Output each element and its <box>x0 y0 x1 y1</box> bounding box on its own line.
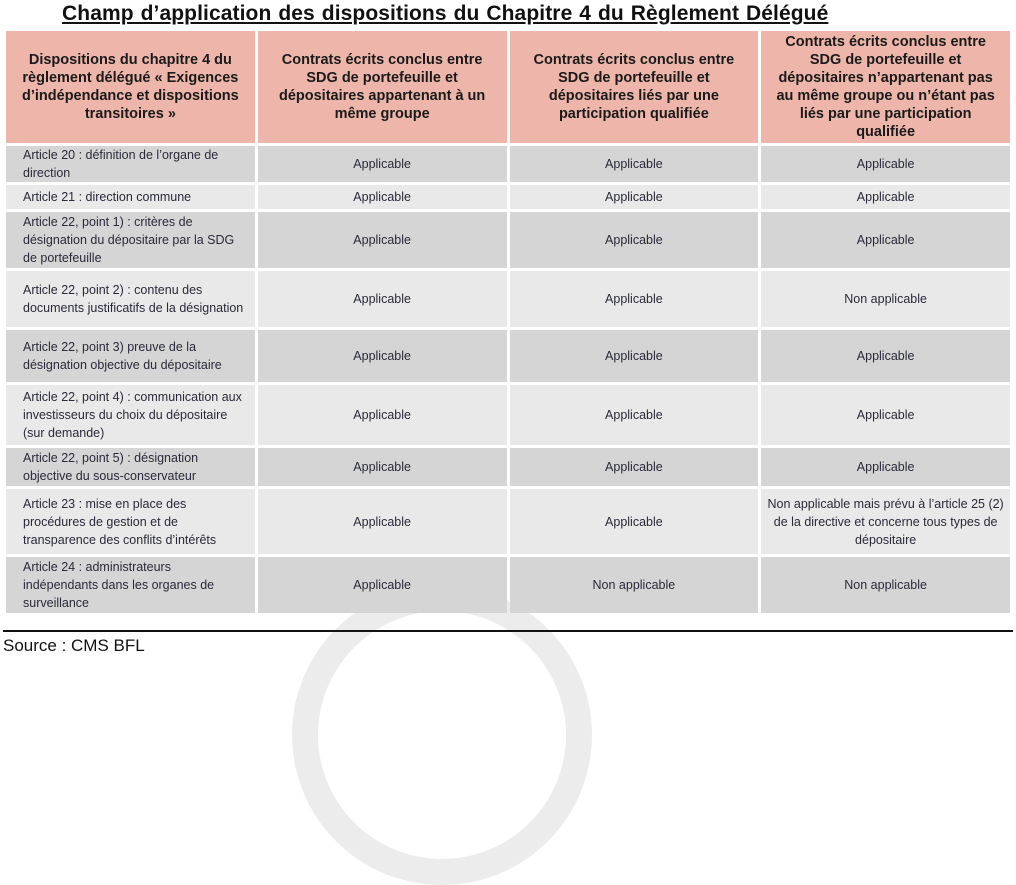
table-row <box>6 185 1010 209</box>
value-cell: Applicable <box>761 146 1010 182</box>
value-cell: Applicable <box>510 330 759 382</box>
header-unrelated: Contrats écrits conclus entre SDG de portefeuille et dépositaires n’appartenant pas au même groupe ou n’étant pas liés par une participation qualifiée <box>761 31 1010 143</box>
article-cell: Article 20 : définition de l’organe de direction <box>6 146 255 182</box>
disposition-table <box>3 28 1013 616</box>
table-row <box>6 557 1010 613</box>
table-row <box>6 489 1010 554</box>
value-cell: Non applicable mais prévu à l’article 25 (2) de la directive et concerne tous types de dépositaire <box>761 489 1010 554</box>
value-cell: Applicable <box>258 146 507 182</box>
value-cell: Non applicable <box>761 271 1010 327</box>
table-row <box>6 146 1010 182</box>
article-cell: Article 24 : administrateurs indépendants dans les organes de surveillance <box>6 557 255 613</box>
page-title: Champ d’application des dispositions du Chapitre 4 du Règlement Délégué <box>62 2 829 25</box>
source-divider <box>3 630 1013 632</box>
value-cell: Applicable <box>761 330 1010 382</box>
value-cell: Applicable <box>510 212 759 268</box>
value-cell: Applicable <box>510 385 759 445</box>
article-cell: Article 22, point 4) : communication aux investisseurs du choix du dépositaire (sur demande) <box>6 385 255 445</box>
article-cell: Article 22, point 2) : contenu des documents justificatifs de la désignation <box>6 271 255 327</box>
value-cell: Applicable <box>761 448 1010 486</box>
value-cell: Applicable <box>510 271 759 327</box>
value-cell: Applicable <box>761 212 1010 268</box>
value-cell: Applicable <box>258 271 507 327</box>
value-cell: Applicable <box>258 489 507 554</box>
value-cell: Applicable <box>258 212 507 268</box>
value-cell: Applicable <box>258 185 507 209</box>
table-row <box>6 385 1010 445</box>
article-cell: Article 22, point 3) preuve de la désignation objective du dépositaire <box>6 330 255 382</box>
article-cell: Article 21 : direction commune <box>6 185 255 209</box>
header-dispositions: Dispositions du chapitre 4 du règlement délégué « Exigences d’indépendance et dispositions transitoires » <box>6 31 255 143</box>
value-cell: Applicable <box>258 330 507 382</box>
header-qualified-participation: Contrats écrits conclus entre SDG de portefeuille et dépositaires liés par une participation qualifiée <box>510 31 759 143</box>
value-cell: Applicable <box>258 448 507 486</box>
value-cell: Applicable <box>510 146 759 182</box>
article-cell: Article 22, point 5) : désignation objective du sous-conservateur <box>6 448 255 486</box>
disposition-table-container <box>3 28 1013 616</box>
table-row <box>6 448 1010 486</box>
value-cell: Non applicable <box>761 557 1010 613</box>
article-cell: Article 23 : mise en place des procédures de gestion et de transparence des conflits d’intérêts <box>6 489 255 554</box>
value-cell: Applicable <box>510 489 759 554</box>
value-cell: Non applicable <box>510 557 759 613</box>
value-cell: Applicable <box>258 385 507 445</box>
table-row <box>6 330 1010 382</box>
header-same-group: Contrats écrits conclus entre SDG de portefeuille et dépositaires appartenant à un même groupe <box>258 31 507 143</box>
value-cell: Applicable <box>761 385 1010 445</box>
value-cell: Applicable <box>510 448 759 486</box>
source-label: Source : CMS BFL <box>3 636 145 655</box>
table-row <box>6 212 1010 268</box>
value-cell: Applicable <box>761 185 1010 209</box>
table-header-row <box>6 31 1010 143</box>
value-cell: Applicable <box>258 557 507 613</box>
table-row <box>6 271 1010 327</box>
article-cell: Article 22, point 1) : critères de désignation du dépositaire par la SDG de portefeuille <box>6 212 255 268</box>
value-cell: Applicable <box>510 185 759 209</box>
